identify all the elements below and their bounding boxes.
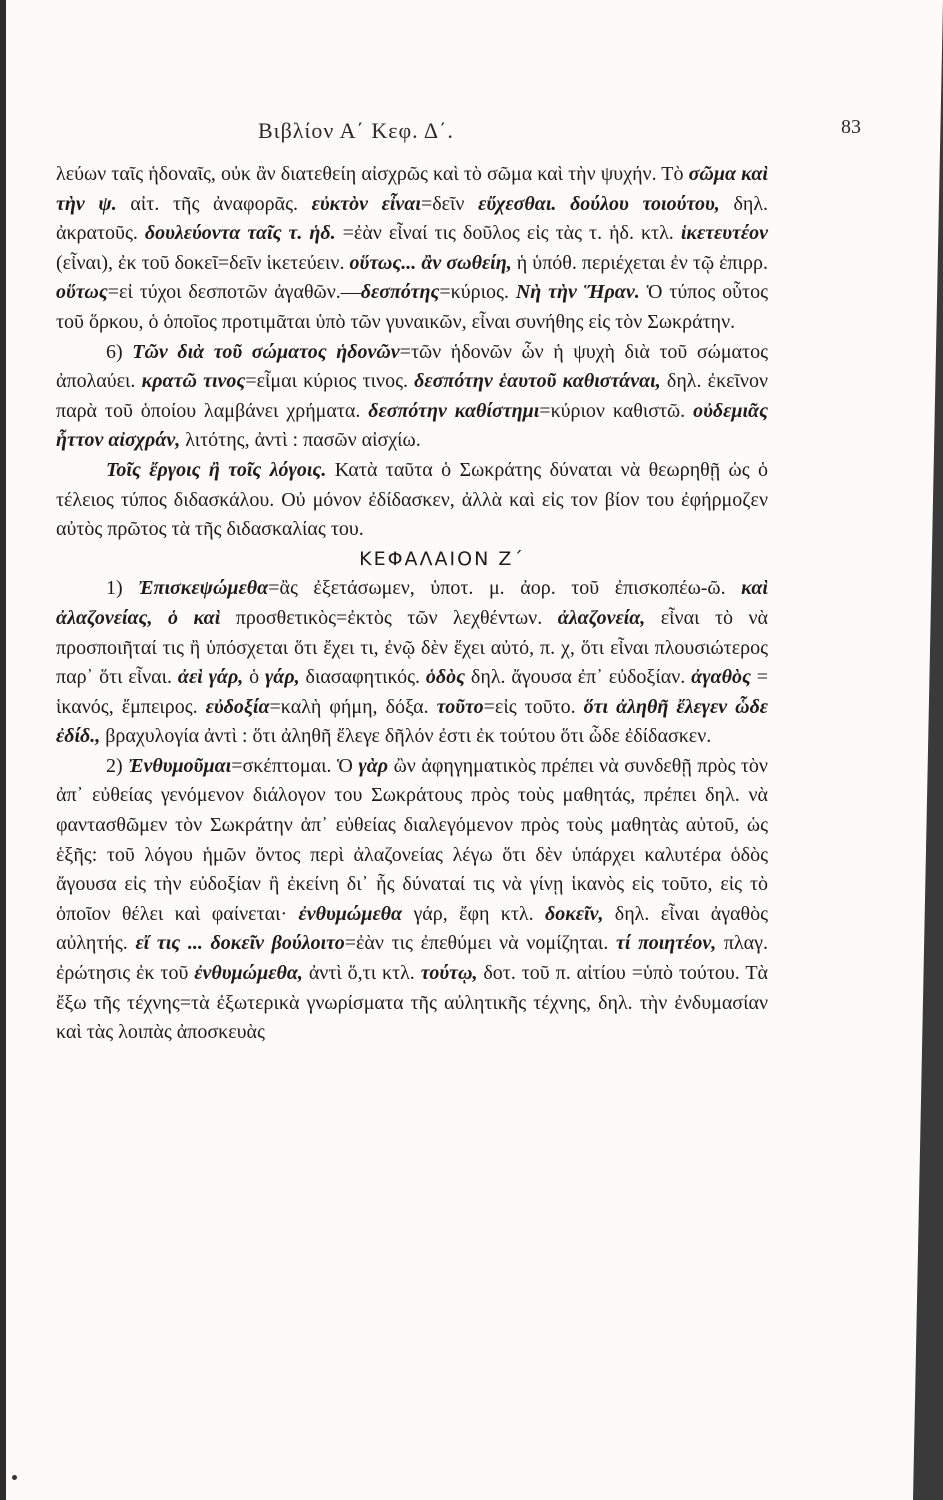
gloss-text: δηλ. εἶναι ἀγαθὸς αὐλητής. [56,902,769,955]
gloss-text: ΚΕΦΑΛΑΙΟΝ Ζ΄ [359,547,525,570]
lemma-term: εὐδοξία [205,695,270,718]
gloss-text: =εἶμαι κύριος τινος. [245,370,415,393]
running-title: Βιβλίον Α΄ Κεφ. Δ΄. [258,118,454,143]
lemma-term: δεσπότην ἑαυτοῦ καθιστάναι, [414,370,661,393]
lemma-term: ἀεὶ γάρ, [177,666,244,689]
gloss-text: =κύριον καθιστῶ. [539,399,694,422]
lemma-term: Τῶν διὰ τοῦ σώματος ἡδονῶν [132,340,400,363]
gloss-text: διασαφητικός. [299,666,426,689]
lemma-term: δοκεῖν, [544,902,604,925]
gloss-text: βραχυλογία ἀντὶ : ὅτι ἀληθῆ ἔλεγε δῆλόν ἐστι ἐκ τούτου ὅτι ὧδε ἐδίδασκεν. [100,725,712,748]
gloss-text: ὁ [243,666,265,689]
gloss-text: ἀντὶ ὅ,τι κτλ. [302,962,421,985]
lemma-term: Ἐπισκεψώμεθα [138,577,269,600]
gloss-text: =τῶν ἡδονῶν ὧν ἡ ψυχὴ διὰ τοῦ σώματος ἀπολαύει. [56,340,768,393]
lemma-term: οὕτως... ἂν σωθείη, [349,251,512,274]
lemma-term: εὐκτὸν εἶναι [311,192,421,215]
lemma-term: Νὴ τὴν Ἥραν. [515,281,640,304]
lemma-term: ἱκετευτέον [680,222,768,245]
gloss-text: 1) [106,577,139,600]
paragraph-p1 [56,160,768,338]
lemma-term: ἀλαζονεία, [557,606,646,629]
lemma-term: Τοῖς ἔργοις ἢ τοῖς λόγοις. [106,458,327,481]
gloss-text: =ἂς ἐξετάσωμεν, ὑποτ. μ. ἀορ. τοῦ ἐπισκοπέω-ῶ. [268,577,742,600]
gloss-text: δηλ. ἀκρατοῦς. [56,192,769,245]
gloss-text: =καλὴ φήμη, δόξα. [269,695,437,718]
gloss-text: =κύριος. [439,281,516,304]
lemma-term: τοῦτο [436,695,484,718]
lemma-term: σῶμα καὶ τὴν ψ. [56,163,768,215]
gloss-text: =δεῖν [420,192,479,215]
gloss-text: πλαγ. ἐρώτησις ἐκ τοῦ [56,932,768,985]
gloss-text: =ἐὰν τις ἐπεθύμει νὰ νομίζηται. [344,932,616,955]
gloss-text: = ἱκανός, ἔμπειρος. [56,666,769,718]
gloss-text: ὢν ἀφηγηματικὸς πρέπει νὰ συνδεθῇ πρὸς τὸν ἀπ᾿ εὐθείας γενόμενον διάλογον του Σωκράτους πρὸς τοὺς μαθητάς, πρέπει δηλ. νὰ φαντασθῶμεν τὸν Σωκράτην ἀπ᾿ εὐθείας διαλεγόμενον πρὸς τοὺς μαθητὰς αὐτοῦ, ὡς ἑξῆς: τοῦ λόγου ἡμῶν ὄντος περὶ ἀλαζονείας λέγω ὅτι δὲν ὑπάρχει καλυτέρα ὁδὸς ἄγουσα εἰς τὴν εὐδοξίαν ἢ ἐκείνη δι᾿ ἧς δύναταί τις νὰ γίνῃ ἱκανὸς εἰς τοῦτο, εἰς τὸ ὁποῖον θέλει καὶ φαίνεται· [56,754,768,925]
lemma-term: Ἐνθυμοῦμαι [128,754,232,777]
lemma-term: γὰρ [358,754,389,777]
lemma-term: δεσπότην καθίστημι [368,399,540,422]
gloss-text: 2) [106,754,129,777]
lemma-term: δεσπότης [360,281,440,304]
gloss-text: λιτότης, ἀντὶ : πασῶν αἰσχίω. [180,429,421,452]
page-edge-shadow [913,0,943,1500]
lemma-term: τούτῳ, [420,962,478,985]
lemma-term: καὶ ἀλαζονείας, ὁ καὶ [56,577,768,629]
gloss-text: 6) [106,340,133,363]
lemma-term: γάρ, [264,666,300,689]
gloss-text: ἡ ὑπόθ. περιέχεται ἐν τῷ ἐπιρρ. [511,251,768,274]
gloss-text: δηλ. ἐκεῖνον παρὰ τοῦ ὁποίου λαμβάνει χρήματα. [56,370,769,422]
page-number: 83 [841,116,861,138]
gloss-text: δηλ. ἄγουσα ἐπ᾿ εὐδοξίαν. [465,666,692,689]
gloss-text: =εἰ τύχοι δεσποτῶν ἀγαθῶν.— [107,281,361,304]
book-page [6,0,943,1500]
gloss-text: δοτ. τοῦ π. αἰτίου =ὑπὸ τούτου. Τὰ ἔξω τῆς τέχνης=τὰ ἐξωτερικὰ γνωρίσματα τῆς αὐλητικῆς τέχνης, δηλ. τὴν ἐνδυμασίαν καὶ τὰς λοιπὰς ἀποσκευὰς [56,962,769,1044]
paragraph-p5 [56,752,768,1048]
lemma-term: οὕτως [56,281,108,304]
lemma-term: εἴ τις ... δοκεῖν βούλοιτο [135,932,345,955]
lemma-term: ἐνθυμώμεθα [298,902,403,925]
gloss-text: Κατὰ ταῦτα ὁ Σωκράτης δύναται νὰ θεωρηθῇ ὡς ὁ τέλειος τύπος διδασκάλου. Οὐ μόνον ἐδίδασκεν, ἀλλὰ καὶ εἰς τον βίον του ἐφήρμοζεν αὐτὸς πρῶτος τὰ τῆς διδασκαλίας του. [56,458,769,541]
paragraph-p2 [56,338,768,456]
lemma-term: κρατῶ τινος [141,370,246,393]
lemma-term: ἐνθυμώμεθα, [194,962,303,985]
commentary-text [56,160,768,1048]
gloss-text: γάρ, ἔφη κτλ. [402,902,545,925]
paragraph-p4 [56,574,768,752]
lemma-term: ὁδὸς [425,666,466,689]
gloss-text: λεύων ταῖς ἡδοναῖς, οὐκ ἂν διατεθείη αἰσχρῶς καὶ τὸ σῶμα καὶ τὴν ψυχήν. Τὸ [56,163,689,185]
lemma-term: οὐδεμιᾶς ἧττον αἰσχράν, [56,399,768,452]
lemma-term: δουλεύοντα ταῖς τ. ἡδ. [144,222,336,245]
gloss-text: προσθετικὸς=ἐκτὸς τῶν λεχθέντων. [220,606,558,629]
lemma-term: ὅτι ἀληθῆ ἔλεγεν ὧδε ἐδίδ., [56,695,769,748]
lemma-term: εὔχεσθαι. δούλου τοιούτου, [478,192,720,215]
paragraph-p3 [56,456,768,545]
chapter-heading [56,545,768,575]
gloss-text: =εἰς τοῦτο. [483,695,584,718]
gloss-text: =ἐὰν εἶναί τις δοῦλος εἰς τὰς τ. ἡδ. κτλ. [335,222,681,245]
gloss-text: (εἶναι), ἐκ τοῦ δοκεῖ=δεῖν ἱκετεύειν. [56,251,350,274]
gloss-text: εἶναι τὸ νὰ προσποιῆταί τις ἢ ὑπόσχεται ὅτι ἔχει τι, ἐνῷ δὲν ἔχει αὐτό, π. χ, ὅτι εἶναι πλουσιώτερος παρ᾿ ὅτι εἶναι. [56,606,769,689]
page-header [6,118,943,148]
lemma-term: τί ποιητέον, [615,932,717,955]
gloss-text: Ὁ τύπος οὗτος τοῦ ὅρκου, ὁ ὁποῖος προτιμᾶται ὑπὸ τῶν γυναικῶν, εἶναι συνήθης εἰς τὸν Σωκράτην. [56,281,769,333]
gloss-text: =σκέπτομαι. Ὁ [231,754,359,777]
gloss-text: αἰτ. τῆς ἀναφορᾶς. [116,192,312,215]
scan-speck [12,1475,17,1480]
lemma-term: ἀγαθὸς [691,666,751,689]
